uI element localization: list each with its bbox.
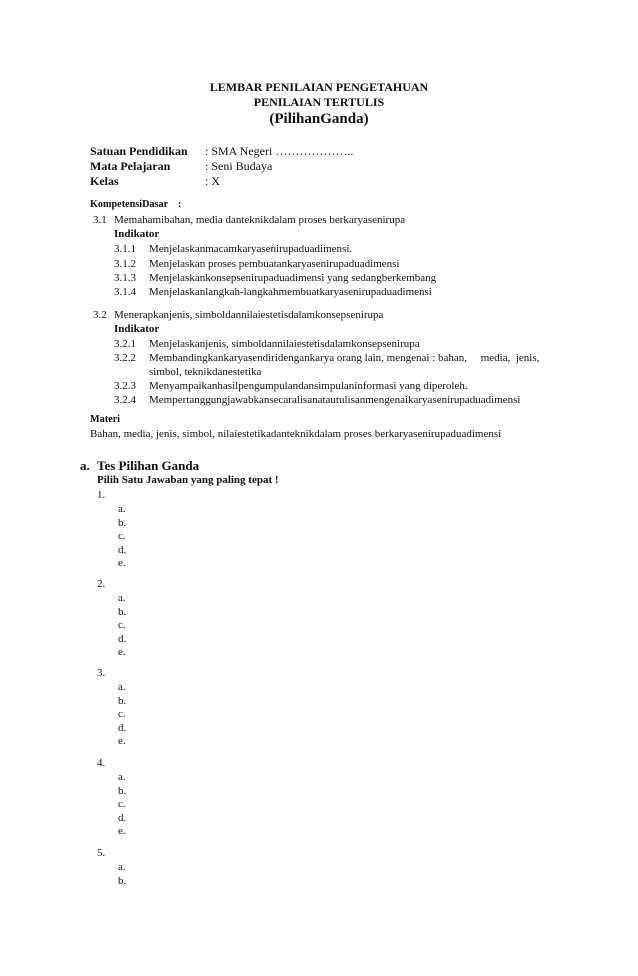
answer-option: d.	[118, 811, 127, 824]
info-label-kelas: Kelas	[90, 174, 119, 188]
answer-option: c.	[118, 708, 126, 721]
kd1-num: 3.1	[93, 214, 107, 226]
kd2-item-text: Menyampaikanhasilpengumpulandansimpulaninformasi yang diperoleh.	[149, 380, 468, 392]
kd1-item-num: 3.1.4	[114, 286, 136, 298]
kd1-item-num: 3.1.3	[114, 272, 136, 284]
materi-label: Materi	[90, 414, 120, 425]
answer-option: b.	[118, 694, 127, 707]
kd2-item-num: 3.2.3	[114, 380, 136, 392]
kd2-item-text: Membandingkankaryasendiridengankarya orang lain, mengenai : bahan, media, jenis,	[149, 352, 540, 364]
info-label-mapel: Mata Pelajaran	[90, 159, 171, 173]
kd1-item-num: 3.1.2	[114, 258, 136, 270]
answer-option: b.	[118, 516, 127, 529]
answer-option: e.	[118, 825, 126, 838]
answer-option: e.	[118, 735, 126, 748]
kd2-item-num: 3.2.1	[114, 338, 136, 350]
kd2-indikator-label: Indikator	[114, 323, 160, 335]
question-number: 3.	[97, 667, 106, 679]
kd1-item-text: Menjelaskanmacamkaryasenirupaduadimensi.	[149, 243, 353, 255]
answer-option: c.	[118, 798, 126, 811]
answer-option: b.	[118, 874, 127, 887]
kd1-item-text: Menjelaskanlangkah-langkahmembuatkaryasenirupaduadimensi	[149, 286, 432, 298]
kd-label: KompetensiDasar	[90, 199, 169, 210]
question-number: 1.	[97, 489, 106, 501]
title-line-3: (PilihanGanda)	[269, 111, 369, 127]
info-value-mapel: : Seni Budaya	[205, 159, 273, 173]
info-value-kelas: : X	[205, 174, 220, 188]
kd2-item-text-continued: simbol, teknikdanestetika	[149, 366, 262, 378]
materi-text: Bahan, media, jenis, simbol, nilaiestetikadanteknikdalam proses berkaryasenirupaduadimensi	[90, 428, 502, 440]
kd2-item-num: 3.2.4	[114, 394, 136, 406]
info-value-satuan: : SMA Negeri ………………..	[205, 144, 354, 158]
title-line-2: PENILAIAN TERTULIS	[253, 95, 385, 109]
answer-option: a.	[118, 592, 126, 604]
answer-option: b.	[118, 784, 127, 797]
answer-option: e.	[118, 646, 126, 659]
title-line-1: LEMBAR PENILAIAN PENGETAHUAN	[209, 80, 429, 94]
kd1-item-num: 3.1.1	[114, 243, 136, 255]
section-marker: a.	[80, 458, 90, 473]
answer-option: e.	[118, 557, 126, 570]
answer-option: c.	[118, 619, 126, 632]
answer-option: a.	[118, 861, 126, 873]
kd1-item-text: Menjelaskankonsepsenirupaduadimensi yang sedangberkembang	[149, 272, 437, 284]
kd2-num: 3.2	[93, 309, 107, 321]
kd1-indikator-label: Indikator	[114, 228, 160, 240]
question-number: 5.	[97, 847, 106, 859]
answer-option: a.	[118, 771, 126, 783]
question-number: 2.	[97, 578, 106, 590]
kd2-item-text: Mempertanggungjawabkansecaralisanatautulisanmengenaikaryasenirupaduadimensi	[149, 394, 521, 406]
kd-colon: :	[178, 199, 182, 210]
section-instruction: Pilih Satu Jawaban yang paling tepat !	[97, 474, 279, 486]
answer-option: a.	[118, 681, 126, 693]
section-title: Tes Pilihan Ganda	[97, 458, 200, 473]
answer-option: d.	[118, 721, 127, 734]
info-label-satuan: Satuan Pendidikan	[90, 144, 188, 158]
answer-option: b.	[118, 605, 127, 618]
kd2-item-text: Menjelaskanjenis, simboldannilaiestetisdalamkonsepsenirupa	[149, 338, 420, 350]
kd2-item-num: 3.2.2	[114, 352, 136, 364]
kd2-text: Menerapkanjenis, simboldannilaiestetisdalamkonsepsenirupa	[114, 309, 384, 321]
kd1-item-text: Menjelaskan proses pembuatankaryasenirupaduadimensi	[149, 258, 400, 270]
kd1-text: Memahamibahan, media danteknikdalam proses berkaryasenirupa	[114, 214, 406, 226]
answer-option: a.	[118, 503, 126, 515]
answer-option: d.	[118, 543, 127, 556]
question-number: 4.	[97, 757, 106, 769]
answer-option: c.	[118, 530, 126, 543]
answer-option: d.	[118, 632, 127, 645]
